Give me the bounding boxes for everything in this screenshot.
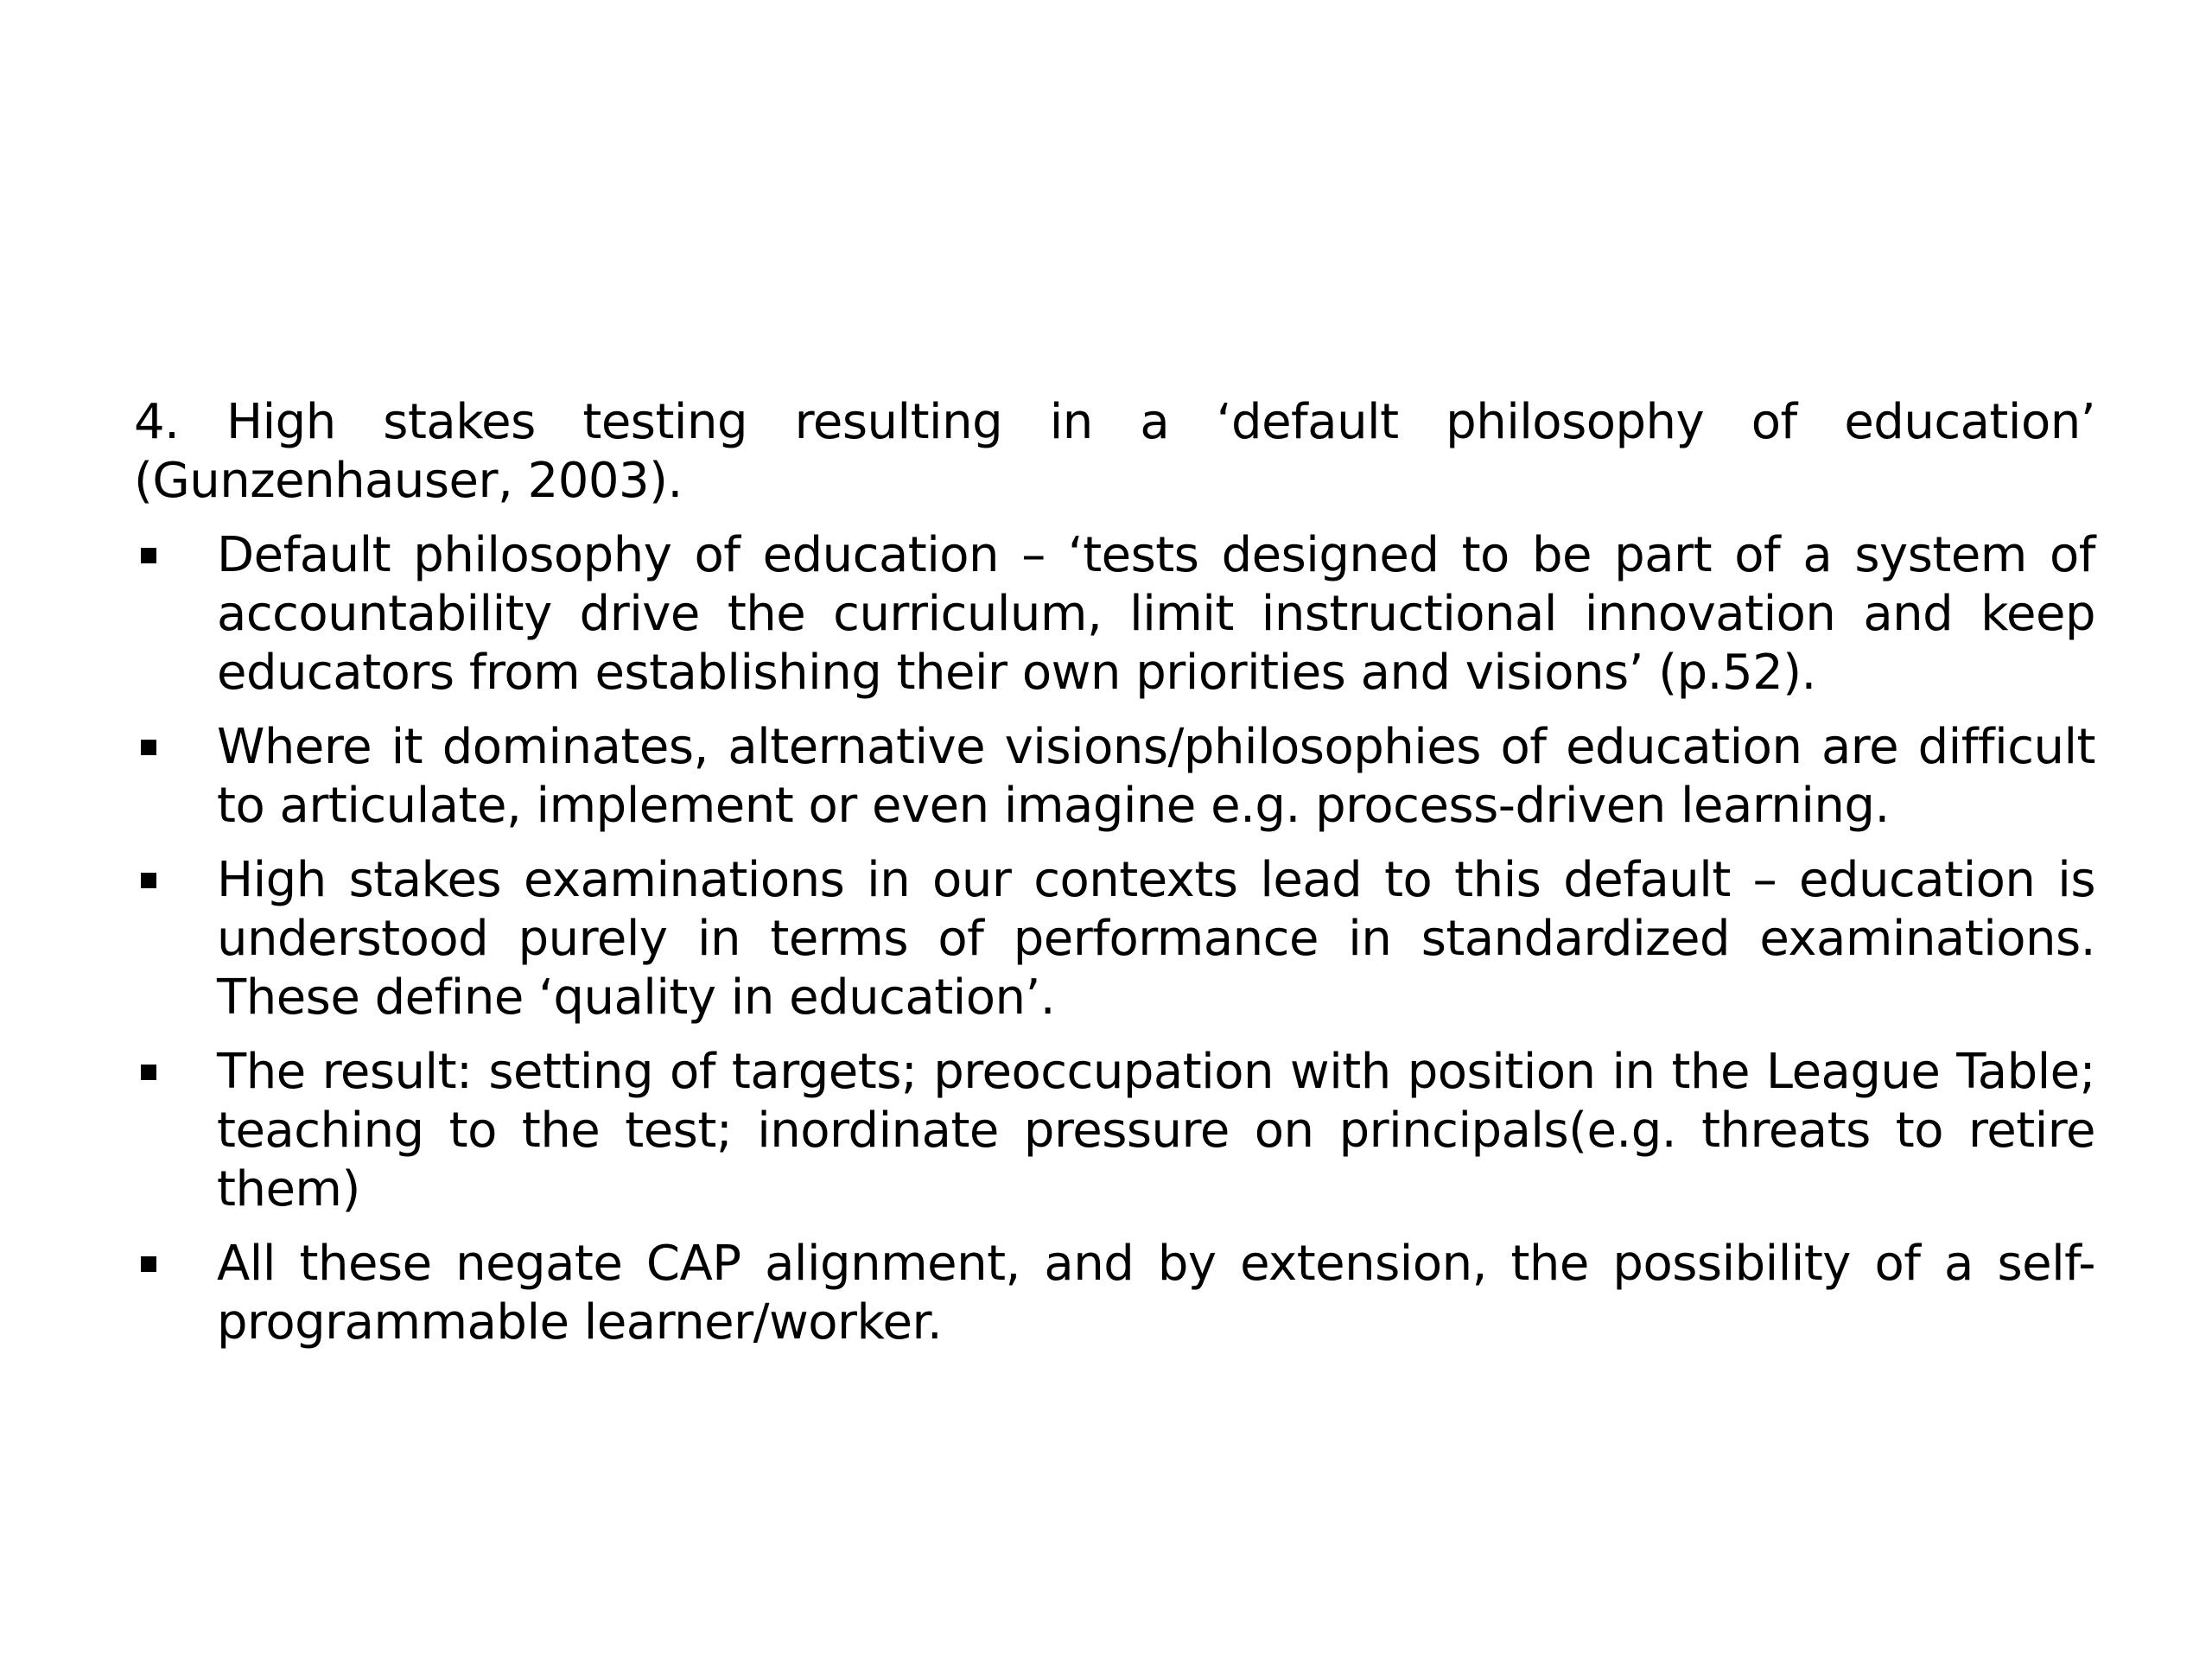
bullet-item	[134, 526, 2095, 702]
square-bullet-icon	[141, 1065, 156, 1080]
square-bullet-icon	[141, 548, 156, 563]
bullet-text: All these negate CAP alignment, and by extension, the possibility of a self-programmable learner/worker.	[217, 1236, 2095, 1351]
slide-content	[134, 393, 2095, 1368]
bullet-text: Default philosophy of education – ‘tests designed to be part of a system of accountability drive the curriculum, limit instructional innovation and keep educators from establishing their own priorities and visions’ (p.52).	[217, 527, 2095, 701]
bullet-item	[134, 718, 2095, 836]
bullet-text: The result: setting of targets; preoccupation with position in the League Table; teaching to the test; inordinate pressure on principals(e.g. threats to retire them)	[217, 1044, 2095, 1217]
square-bullet-icon	[141, 873, 156, 888]
bullet-list	[134, 526, 2095, 1352]
intro-paragraph: 4. High stakes testing resulting in a ‘default philosophy of education’ (Gunzenhauser, 2003).	[134, 394, 2095, 509]
bullet-item	[134, 1043, 2095, 1219]
square-bullet-icon	[141, 1256, 156, 1272]
square-bullet-icon	[141, 740, 156, 755]
bullet-item	[134, 1235, 2095, 1352]
bullet-text: High stakes examinations in our contexts lead to this default – education is understood purely in terms of performance in standardized examinations. These define ‘quality in education’.	[217, 852, 2095, 1026]
bullet-text: Where it dominates, alternative visions/philosophies of education are difficult to articulate, implement or even imagine e.g. process-driven learning.	[217, 719, 2095, 834]
bullet-item	[134, 851, 2095, 1027]
